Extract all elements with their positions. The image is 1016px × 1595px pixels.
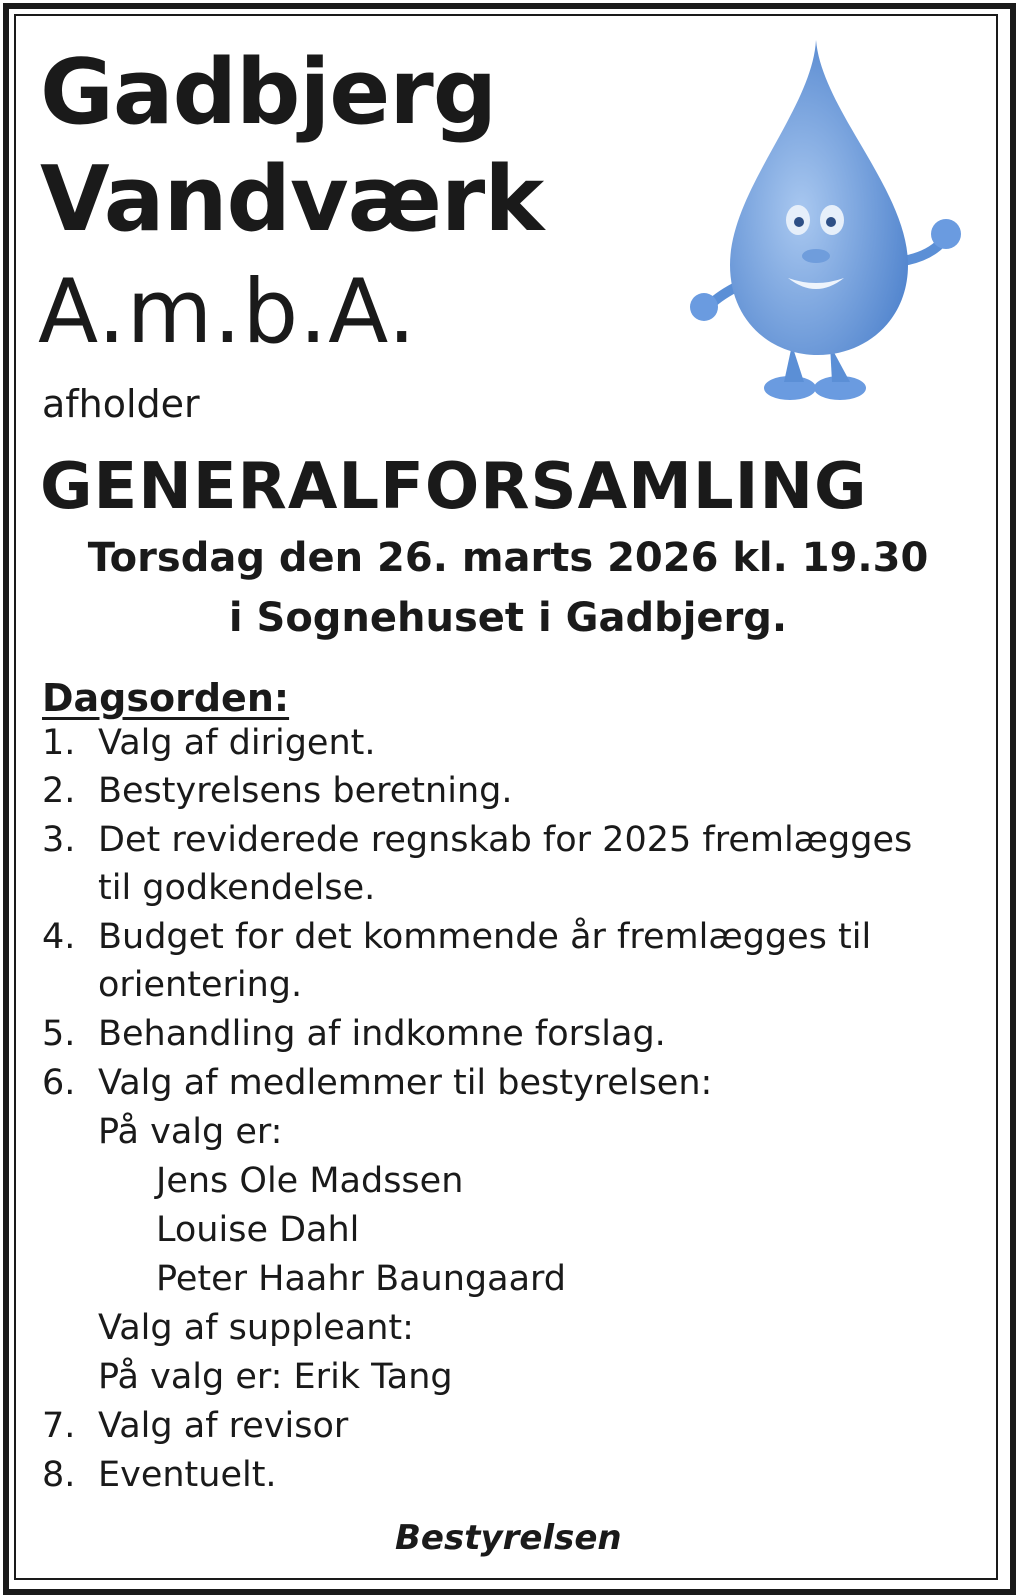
agenda-item-number: 8. [42,1455,76,1495]
agenda-item-text: Valg af dirigent. [98,723,376,763]
event-heading: GENERALFORSAMLING [40,450,868,524]
title-line-2: Vandværk [40,147,544,252]
agenda-item-text: Valg af revisor [98,1406,349,1446]
candidate-name: Louise Dahl [156,1210,360,1250]
title-line-1: Gadbjerg [40,40,497,145]
agenda-item-text: Det reviderede regnskab for 2025 fremlægges [98,820,913,860]
agenda-item-text: Bestyrelsens beretning. [98,771,513,811]
substitute-label: Valg af suppleant: [98,1308,414,1348]
water-drop-mascot-icon [680,20,972,408]
agenda-item-text: Eventuelt. [98,1455,277,1495]
agenda-item-text: Budget for det kommende år fremlægges til [98,917,872,957]
agenda-item-number: 3. [42,820,76,860]
agenda-item-text-continued: til godkendelse. [98,868,376,908]
substitute-line: På valg er: Erik Tang [98,1357,453,1397]
title-line-3: A.m.b.A. [38,260,417,363]
agenda-item-number: 7. [42,1406,76,1446]
agenda-item-number: 5. [42,1014,76,1054]
agenda-item-number: 2. [42,771,76,811]
agenda-heading: Dagsorden: [42,676,290,720]
agenda-item-number: 1. [42,723,76,763]
candidate-name: Jens Ole Madssen [156,1161,464,1201]
agenda-item-number: 6. [42,1063,76,1103]
place-line: i Sognehuset i Gadbjerg. [228,595,788,641]
agenda-item-text: Valg af medlemmer til bestyrelsen: [98,1063,713,1103]
agenda-item-number: 4. [42,917,76,957]
date-line: Torsdag den 26. marts 2026 kl. 19.30 [87,535,929,581]
candidate-name: Peter Haahr Baungaard [156,1259,567,1299]
up-for-election-label: På valg er: [98,1112,283,1152]
signature: Bestyrelsen [395,1518,622,1558]
agenda-item-text-continued: orientering. [98,965,303,1005]
afholder-text: afholder [42,382,200,426]
agenda-item-text: Behandling af indkomne forslag. [98,1014,666,1054]
